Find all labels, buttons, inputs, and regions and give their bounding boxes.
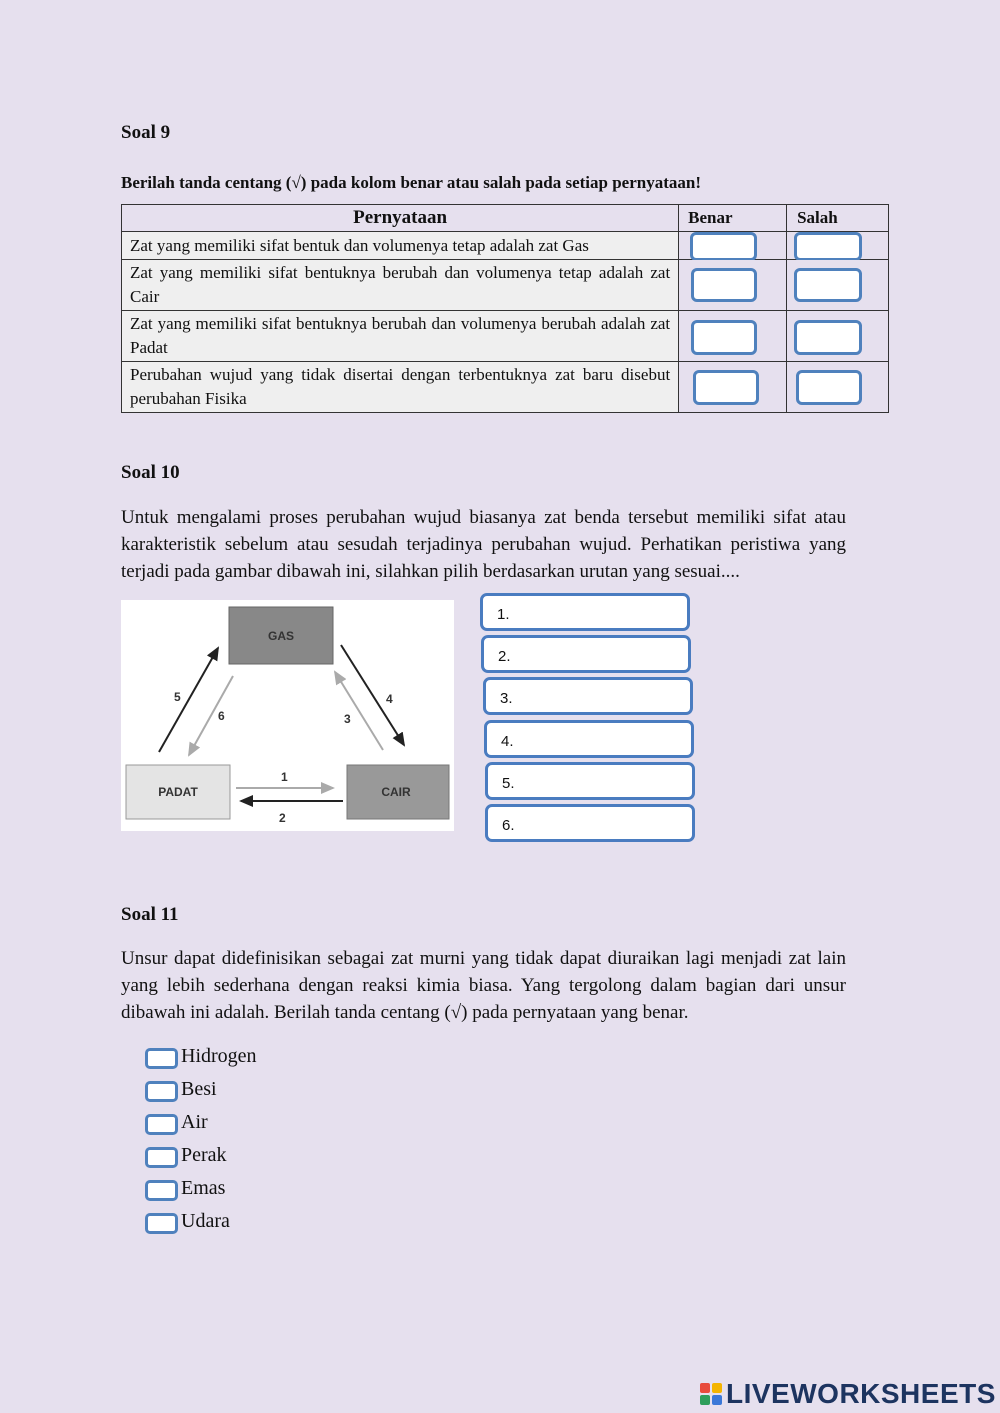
statement-text: Zat yang memiliki sifat bentuk dan volumenya tetap adalah zat Gas: [122, 232, 679, 260]
benar-cell: [679, 232, 787, 260]
option-checkbox[interactable]: [145, 1048, 178, 1069]
column-header-pernyataan: Pernyataan: [122, 205, 679, 232]
salah-checkbox[interactable]: [794, 268, 862, 302]
arrow-2-label: 2: [279, 811, 286, 825]
option-checkbox[interactable]: [145, 1147, 178, 1168]
benar-checkbox[interactable]: [691, 268, 757, 302]
benar-checkbox[interactable]: [690, 232, 757, 261]
benar-cell: [679, 362, 787, 413]
arrow-4: [341, 645, 404, 745]
benar-checkbox[interactable]: [693, 370, 759, 405]
answer-field-2[interactable]: 2.: [481, 635, 691, 673]
arrow-3: [335, 672, 383, 750]
benar-cell: [679, 260, 787, 311]
soal11-heading: Soal 11: [121, 904, 179, 925]
soal10-paragraph: Untuk mengalami proses perubahan wujud biasanya zat benda tersebut memiliki sifat atau karakteristik sebelum atau sesudah terjadinya perubahan wujud. Perhatikan peristiwa yang terjadi pada gambar dibawah ini, silahkan pilih berdasarkan urutan yang sesuai....: [121, 507, 846, 582]
option-label: Hidrogen: [181, 1045, 257, 1067]
option-label: Udara: [181, 1210, 230, 1232]
soal9-heading: Soal 9: [121, 122, 171, 143]
option-checkbox[interactable]: [145, 1114, 178, 1135]
answer-field-1[interactable]: 1.: [480, 593, 690, 631]
option-checkbox[interactable]: [145, 1180, 178, 1201]
arrow-4-label: 4: [386, 692, 393, 706]
state-change-diagram: [121, 600, 454, 831]
option-checkbox[interactable]: [145, 1081, 178, 1102]
soal11-paragraph: Unsur dapat didefinisikan sebagai zat murni yang tidak dapat diuraikan lagi menjadi zat lain yang lebih sederhana dengan reaksi kimia biasa. Yang tergolong dalam bagian dari unsur dibawah ini adalah. Berilah tanda centang (√) pada pernyataan yang benar.: [121, 948, 846, 1023]
table-row: [122, 311, 889, 362]
arrow-6-label: 6: [218, 709, 225, 723]
benar-checkbox[interactable]: [691, 320, 757, 355]
statement-text: Perubahan wujud yang tidak disertai dengan terbentuknya zat baru disebut perubahan Fisika: [122, 362, 679, 413]
statement-text: Zat yang memiliki sifat bentuknya berubah dan volumenya tetap adalah zat Cair: [122, 260, 679, 311]
answer-field-6[interactable]: 6.: [485, 804, 695, 842]
brand-name: LIVEWORKSHEETS: [726, 1378, 996, 1409]
arrow-1-label: 1: [281, 770, 288, 784]
salah-cell: [787, 260, 889, 311]
option-checkbox[interactable]: [145, 1213, 178, 1234]
salah-cell: [787, 362, 889, 413]
statement-text: Zat yang memiliki sifat bentuknya berubah dan volumenya berubah adalah zat Padat: [122, 311, 679, 362]
arrow-3-label: 3: [344, 712, 351, 726]
salah-checkbox[interactable]: [796, 370, 862, 405]
answer-field-5[interactable]: 5.: [485, 762, 695, 800]
arrow-5: [159, 648, 218, 752]
table-row: [122, 260, 889, 311]
salah-cell: [787, 232, 889, 260]
option-label: Besi: [181, 1078, 217, 1100]
statement-table: [121, 204, 889, 413]
answer-field-4[interactable]: 4.: [484, 720, 694, 758]
option-label: Emas: [181, 1177, 226, 1199]
table-row: [122, 362, 889, 413]
logo-grid-icon: [700, 1383, 722, 1405]
salah-checkbox[interactable]: [794, 232, 862, 261]
answer-field-3[interactable]: 3.: [483, 677, 693, 715]
soal10-heading: Soal 10: [121, 462, 180, 483]
option-label: Perak: [181, 1144, 227, 1166]
column-header-salah: Salah: [787, 205, 889, 232]
column-header-benar: Benar: [679, 205, 787, 232]
salah-checkbox[interactable]: [794, 320, 862, 355]
salah-cell: [787, 311, 889, 362]
table-row: [122, 232, 889, 260]
cair-label: CAIR: [381, 785, 411, 799]
soal9-instruction: Berilah tanda centang (√) pada kolom benar atau salah pada setiap pernyataan!: [121, 173, 702, 192]
padat-label: PADAT: [158, 785, 198, 799]
option-label: Air: [181, 1111, 208, 1133]
benar-cell: [679, 311, 787, 362]
arrow-5-label: 5: [174, 690, 181, 704]
gas-label: GAS: [267, 629, 295, 643]
